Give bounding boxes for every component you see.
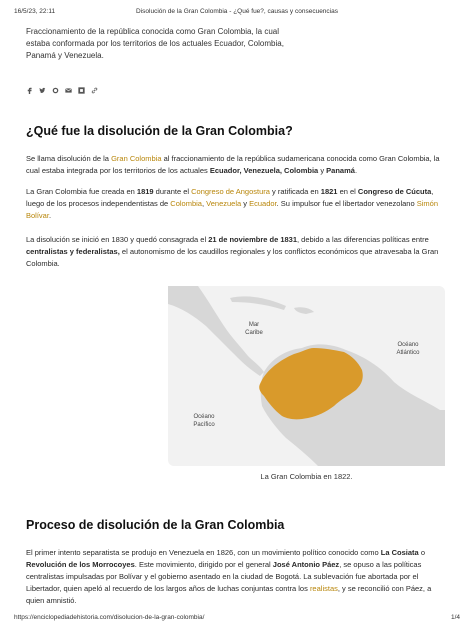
link-gran-colombia[interactable]: Gran Colombia [111,154,162,163]
whatsapp-icon[interactable] [52,87,59,94]
twitter-icon[interactable] [39,87,46,94]
bold-panama: Panamá [326,166,355,175]
text: El primer intento separatista se produjo en Venezuela en 1826, con un movimiento político conocido como [26,548,381,557]
map-caption: La Gran Colombia en 1822. [260,472,353,481]
text: y [318,166,327,175]
link-simon-bolivar[interactable]: Simón Bolívar [26,199,438,220]
label-caribbean-line2: Caribe [245,330,263,336]
print-header [14,8,460,18]
link-icon[interactable] [91,87,98,94]
text: , luego de los procesos independentistas de [26,187,434,208]
text: o [418,548,425,557]
print-datetime: 16/5/23, 22:11 [14,8,56,15]
text: . [48,211,52,220]
email-icon[interactable] [65,87,72,94]
bold-revolucion-morrocoyes: Revolución de los Morrocoyes [26,560,135,569]
text: . Este movimiento, dirigido por el general [134,560,273,569]
flipboard-icon[interactable] [78,87,85,94]
label-atlantic-line1: Océano [397,342,419,348]
text: al fraccionamiento de la república sudamericana conocida como Gran Colombia, la cual estaba integrada por los territorios de los actuales [26,154,440,175]
paragraph-cosiata [26,547,446,607]
page-number: 1/4 [450,614,460,621]
link-ecuador[interactable]: Ecuador [249,199,277,208]
bold-centralistas-federalistas: centralistas y federalistas, [26,247,120,256]
paragraph-definition [26,153,446,177]
print-footer [14,614,460,624]
bold-jose-antonio-paez: José Antonio Páez [272,560,340,569]
intro-summary: Fraccionamiento de la república conocida como Gran Colombia, la cual estaba conformada por los territorios de los actuales Ecuador, Colombia, Panamá y Venezuela. [26,27,284,60]
text: el autonomismo de los caudillos regionales y los conflictos económicos que atravesaba la Gran Colombia. [26,247,439,268]
text: La disolución se inició en 1830 y quedó consagrada el [26,235,209,244]
label-pacific-line2: Pacífico [193,422,215,428]
text: . Su impulsor fue el libertador venezolano [276,199,417,208]
text: , y se reconcilió con Páez, a quien amnistió. [26,584,432,605]
label-atlantic-line2: Atlántico [396,350,420,356]
text: y ratificada en [269,187,321,196]
paragraph-creation [26,186,446,222]
text: , [201,199,207,208]
bold-la-cosiata: La Cosiata [380,548,419,557]
text: . [354,166,358,175]
bold-1821: 1821 [320,187,338,196]
text: Se llama disolución de la [26,154,112,163]
share-bar [26,87,98,94]
label-pacific-line1: Océano [193,414,215,420]
link-venezuela[interactable]: Venezuela [206,199,242,208]
text: , se opuso a las políticas centralistas impulsadas por Bolívar y el gobierno asentado en la ciudad de Bogotá. La sublevación fue abortada por el Libertador, quien apeló al recuerdo de los largos años de luchas conjuntas contra los [26,560,422,593]
paragraph-dissolution [26,234,446,270]
section-heading-process: Proceso de disolución de la Gran Colombia [26,518,285,532]
label-caribbean-line1: Mar [248,322,260,328]
print-page-title: Disolución de la Gran Colombia - ¿Qué fue?, causas y consecuencias [136,8,338,15]
facebook-icon[interactable] [26,87,33,94]
text: , debido a las diferencias políticas entre [297,235,429,244]
text: y [241,199,250,208]
print-url: https://enciclopediadehistoria.com/disolucion-de-la-gran-colombia/ [14,614,205,621]
bold-1819: 1819 [136,187,154,196]
link-realistas[interactable]: realistas [309,584,338,593]
bold-territories: Ecuador, Venezuela, Colombia [209,166,319,175]
gran-colombia-map [168,286,445,466]
section-heading-what-was: ¿Qué fue la disolución de la Gran Colombia? [26,124,293,138]
bold-congreso-cucuta: Congreso de Cúcuta [357,187,432,196]
text: en el [337,187,358,196]
link-congreso-angostura[interactable]: Congreso de Angostura [191,187,270,196]
link-colombia[interactable]: Colombia [170,199,202,208]
text: durante el [153,187,192,196]
bold-date-1831: 21 de noviembre de 1831 [208,235,298,244]
text: La Gran Colombia fue creada en [26,187,137,196]
